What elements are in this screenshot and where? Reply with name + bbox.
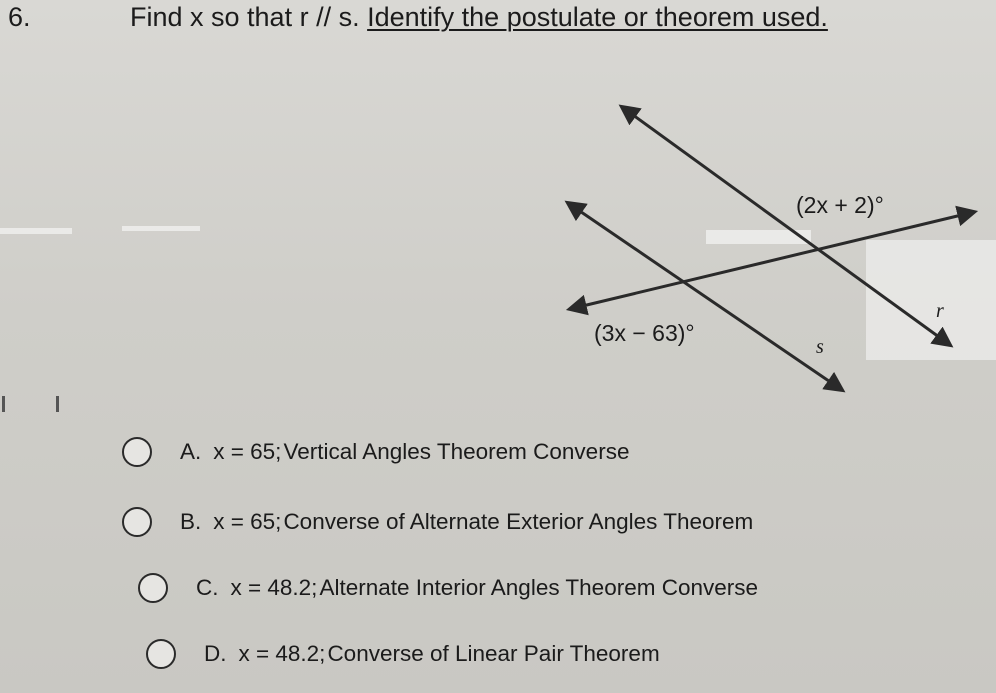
option-b-value: x = 65; [213, 509, 282, 534]
question-instruction: Identify the postulate or theorem used. [367, 2, 828, 32]
option-c-description: Alternate Interior Angles Theorem Converse [319, 575, 759, 600]
option-d-letter: D. [204, 641, 227, 666]
line-s [568, 203, 842, 390]
angle-label-bottom: (3x − 63)° [594, 320, 695, 346]
option-a-value: x = 65; [213, 439, 282, 464]
option-b-description: Converse of Alternate Exterior Angles Theorem [283, 509, 754, 534]
question-text: Find x so that r // s. [130, 2, 360, 32]
glare-left-2 [122, 226, 200, 231]
option-a-letter: A. [180, 439, 202, 464]
line-r [622, 107, 950, 345]
option-b-radio[interactable] [122, 507, 152, 537]
glare-left [0, 228, 72, 234]
line-r-label: r [936, 300, 944, 322]
question-number: 6. [8, 2, 31, 32]
option-a-description: Vertical Angles Theorem Converse [283, 439, 630, 464]
transversal-line [570, 212, 974, 309]
option-d-radio[interactable] [146, 639, 176, 669]
line-s-label: s [816, 336, 824, 358]
option-b[interactable] [122, 502, 753, 542]
option-a-radio[interactable] [122, 437, 152, 467]
option-b-letter: B. [180, 509, 202, 534]
option-c[interactable] [138, 568, 758, 608]
option-d-description: Converse of Linear Pair Theorem [327, 641, 660, 666]
tick-mark [56, 396, 59, 412]
angle-label-top: (2x + 2)° [796, 192, 884, 218]
option-d[interactable] [146, 634, 660, 674]
option-d-value: x = 48.2; [238, 641, 326, 666]
question-header [8, 2, 828, 32]
parallel-lines-diagram [550, 95, 996, 405]
option-a[interactable] [122, 432, 629, 472]
option-c-letter: C. [196, 575, 219, 600]
option-c-radio[interactable] [138, 573, 168, 603]
tick-mark [2, 396, 5, 412]
diagram-svg [550, 95, 996, 405]
option-c-value: x = 48.2; [230, 575, 318, 600]
